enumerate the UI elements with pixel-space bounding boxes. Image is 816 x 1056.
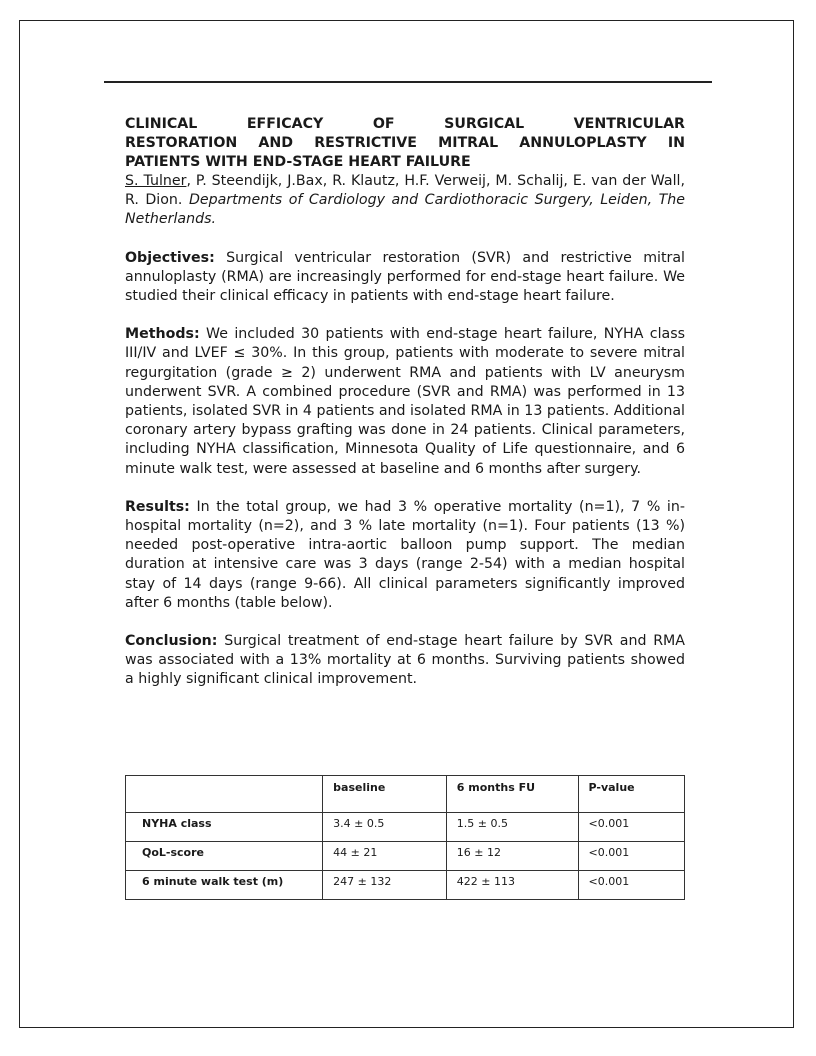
table-cell: 422 ± 113 <box>446 871 578 900</box>
table-row-label: QoL-score <box>126 842 323 871</box>
table-row-label: 6 minute walk test (m) <box>126 871 323 900</box>
objectives-text: Surgical ventricular restoration (SVR) and restrictive mitral annuloplasty (RMA) are increasingly performed for end-stage heart failure. We studied their clinical efficacy in patients with end-stage heart failure. <box>125 249 685 305</box>
co-authors: , P. Steendijk, J.Bax, R. Klautz, H.F. Verweij, M. Schalij, E. van der Wall, R. Dion. <box>125 173 685 209</box>
conclusion-text: Surgical treatment of end-stage heart failure by SVR and RMA was associated with a 13% mortality at 6 months. Surviving patients showed a highly significant clinical improvement. <box>125 633 685 688</box>
table-header-baseline: baseline <box>323 776 447 813</box>
table-cell: <0.001 <box>578 871 684 900</box>
table-row <box>126 871 685 900</box>
title-line-2: RESTORATION AND RESTRICTIVE MITRAL ANNULOPLASTY IN <box>125 135 685 151</box>
title-line-3: PATIENTS WITH END-STAGE HEART FAILURE <box>125 154 471 170</box>
results-section <box>125 498 685 613</box>
abstract-title <box>125 115 685 172</box>
abstract-body <box>125 115 685 690</box>
presenting-author: S. Tulner <box>125 173 187 189</box>
objectives-label: Objectives: <box>125 249 215 266</box>
table-row <box>126 842 685 871</box>
title-line-1: CLINICAL EFFICACY OF SURGICAL VENTRICULAR <box>125 116 685 132</box>
top-rule-divider <box>104 81 712 83</box>
affiliation: Departments of Cardiology and Cardiothoracic Surgery, Leiden, The Netherlands. <box>125 192 685 228</box>
methods-text: We included 30 patients with end-stage heart failure, NYHA class III/IV and LVEF ≤ 30%. In this group, patients with moderate to severe mitral regurgitation (grade ≥ 2) underwent RMA and patients with LV aneurysm underwent SVR. A combined procedure (SVR and RMA) was performed in 13 patients, isolated SVR in 4 patients and isolated RMA in 13 patients. Additional coronary artery bypass grafting was done in 24 patients. Clinical parameters, including NYHA classification, Minnesota Quality of Life questionnaire, and 6 minute walk test, were assessed at baseline and 6 months after surgery. <box>125 326 685 477</box>
table-cell: 1.5 ± 0.5 <box>446 813 578 842</box>
table-cell: 44 ± 21 <box>323 842 447 871</box>
table-cell: 16 ± 12 <box>446 842 578 871</box>
table-cell: 247 ± 132 <box>323 871 447 900</box>
table-cell: <0.001 <box>578 813 684 842</box>
results-text: In the total group, we had 3 % operative mortality (n=1), 7 % in-hospital mortality (n=2), and 3 % late mortality (n=1). Four patients (13 %) needed post-operative intra-aortic balloon pump support. The median duration at intensive care was 3 days (range 2-54) with a median hospital stay of 14 days (range 9-66). All clinical parameters significantly improved after 6 months (table below). <box>125 498 685 611</box>
conclusion-section <box>125 632 685 690</box>
methods-label: Methods: <box>125 326 200 343</box>
table-row-label: NYHA class <box>126 813 323 842</box>
table-header-followup: 6 months FU <box>446 776 578 813</box>
table-cell: <0.001 <box>578 842 684 871</box>
methods-section <box>125 325 685 479</box>
objectives-section <box>125 249 685 307</box>
table-row <box>126 813 685 842</box>
table-cell: 3.4 ± 0.5 <box>323 813 447 842</box>
table-header-pvalue: P-value <box>578 776 684 813</box>
conclusion-label: Conclusion: <box>125 633 218 650</box>
results-table <box>125 775 685 900</box>
table-header-empty <box>126 776 323 813</box>
results-label: Results: <box>125 498 190 515</box>
author-list <box>125 172 685 230</box>
table-header-row <box>126 776 685 813</box>
